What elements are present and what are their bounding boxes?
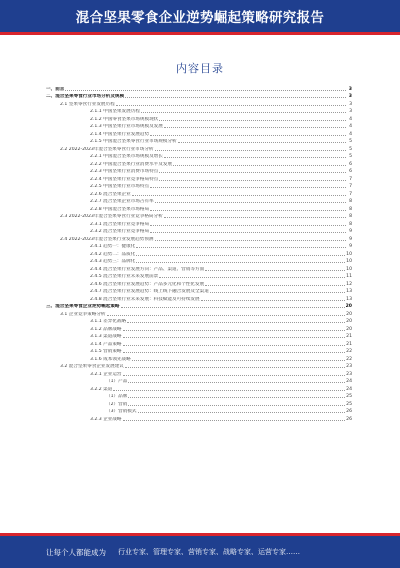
toc-leader-dots <box>150 135 346 136</box>
toc-entry-page: 24 <box>346 386 352 392</box>
toc-entry-page: 24 <box>346 379 352 384</box>
toc-entry-label: 2.4.8 混合坚果行业未来发展：科技赋能及可持续发展 <box>90 296 200 302</box>
toc-entry[interactable] <box>46 369 352 377</box>
toc-leader-dots <box>155 202 346 203</box>
toc-entry[interactable] <box>46 264 352 272</box>
toc-entry-page: 8 <box>349 221 352 227</box>
toc-entry-page: 10 <box>346 259 352 264</box>
toc-leader-dots <box>150 232 346 233</box>
toc-entry-page: 3 <box>348 86 352 92</box>
toc-entry-label: （1）产品 <box>106 379 128 384</box>
toc-leader-dots <box>128 397 345 398</box>
toc-entry[interactable] <box>46 197 352 205</box>
footer-slogan: 让每个人都能成为 <box>46 547 106 557</box>
toc-leader-dots <box>164 157 346 158</box>
toc-entry-page: 4 <box>349 116 352 122</box>
toc-entry-page: 22 <box>346 349 352 354</box>
toc-entry[interactable] <box>46 399 352 407</box>
footer-audience: 行业专家、管理专家、营销专家、战略专家、运营专家…… <box>118 548 300 556</box>
toc-entry[interactable] <box>46 84 352 92</box>
toc-entry[interactable] <box>46 122 352 130</box>
toc-entry-label: 3.1.3 渠道战略 <box>90 334 122 339</box>
toc-entry-page: 22 <box>346 356 352 362</box>
toc-entry-page: 25 <box>346 401 352 407</box>
toc-entry-label: 2.2.3 中国坚果行业消费市场特点 <box>90 169 159 174</box>
toc-entry-page: 6 <box>349 169 352 174</box>
toc-entry-label: 一、前言 <box>46 86 65 92</box>
toc-leader-dots <box>159 120 346 121</box>
toc-entry-page: 8 <box>349 199 352 204</box>
toc-entry-page: 3 <box>349 109 352 114</box>
toc-entry-label: 三、混合坚果零食企业逆势崛起策略 <box>46 304 120 309</box>
toc-entry-page: 26 <box>346 409 352 414</box>
toc-entry[interactable] <box>46 354 352 362</box>
toc-entry-label: 2.1.2 中国零食坚果市场规模现状 <box>90 116 159 122</box>
toc-entry-page: 4 <box>349 124 352 129</box>
toc-entry-page: 3 <box>349 101 352 107</box>
toc-entry[interactable] <box>46 272 352 280</box>
toc-leader-dots <box>150 187 346 188</box>
toc-entry-page: 21 <box>346 334 352 339</box>
toc-entry-page: 9 <box>349 244 352 249</box>
toc-entry[interactable] <box>46 167 352 175</box>
toc-entry-page: 9 <box>349 229 352 234</box>
toc-entry-page: 23 <box>346 371 352 377</box>
toc-entry-page: 25 <box>346 394 352 399</box>
toc-entry[interactable] <box>46 227 352 235</box>
toc-leader-dots <box>164 217 346 218</box>
toc-entry-label: 2.4.4 混合坚果行业发展方向：产品、渠道、营销等方面 <box>90 266 205 272</box>
toc-leader-dots <box>150 210 346 211</box>
toc-leader-dots <box>155 150 346 151</box>
toc-leader-dots <box>138 412 346 413</box>
toc-entry[interactable] <box>46 174 352 182</box>
toc-entry-page: 12 <box>346 281 352 287</box>
toc-entry-label: 2.2.5 中国坚果行业市场特点 <box>90 184 150 189</box>
toc-entry-label: 2.1.5 中国混合坚果零食行业市场规模分析 <box>90 139 177 144</box>
toc-entry-label: 3.2.2 渠道 <box>90 386 113 392</box>
toc-leader-dots <box>121 307 345 308</box>
toc-entry-page: 7 <box>349 191 352 197</box>
toc-entry[interactable] <box>46 302 352 310</box>
toc-entry-label: 3.2 混合坚果零食企业发展建议 <box>60 364 124 369</box>
toc-entry[interactable] <box>46 377 352 385</box>
toc-entry-page: 6 <box>349 161 352 167</box>
toc-entry[interactable] <box>46 144 352 152</box>
toc-entry-label: 3.1.4 产品策略 <box>90 341 122 347</box>
toc-entry[interactable] <box>46 242 352 250</box>
toc-entry-label: 2.3 2022-2023年混合坚果零食行业竞争格局分析 <box>60 214 163 219</box>
toc-entry-label: （2）营销 <box>106 401 128 407</box>
toc-entry-page: 26 <box>346 416 352 422</box>
toc-entry[interactable] <box>46 204 352 212</box>
toc-entry-label: 2.4.1 趋势一：健康化 <box>90 244 136 249</box>
toc-entry[interactable] <box>46 324 352 332</box>
toc-entry-page: 20 <box>345 304 352 309</box>
toc-entry-page: 8 <box>349 214 352 219</box>
toc-entry[interactable] <box>46 234 352 242</box>
toc-entry[interactable] <box>46 317 352 325</box>
toc-entry-page: 5 <box>349 146 352 152</box>
toc-entry-label: 2.3.2 混合坚果行业竞争格局 <box>90 229 150 234</box>
toc-leader-dots <box>123 337 346 338</box>
toc-leader-dots <box>123 420 346 421</box>
toc-entry-label: 二、混合坚果零食行业市场分析及规模 <box>46 94 125 99</box>
toc-entry-label: 2.1.4 中国坚果行业发展趋势 <box>90 131 150 137</box>
toc-entry-label: 2.1 坚果零食行业发展历程 <box>60 101 115 107</box>
toc-leader-dots <box>128 405 345 406</box>
toc-entry[interactable] <box>46 114 352 122</box>
toc-leader-dots <box>155 240 346 241</box>
toc-entry[interactable] <box>46 129 352 137</box>
toc-entry[interactable] <box>46 407 352 415</box>
toc-entry-label: 2.2.6 混合坚果企业 <box>90 191 131 197</box>
toc-entry-label: 3.1.1 差异化战略 <box>90 319 127 324</box>
toc-leader-dots <box>132 195 346 196</box>
toc-entry[interactable] <box>46 219 352 227</box>
toc-leader-dots <box>164 127 346 128</box>
toc-leader-dots <box>159 172 346 173</box>
toc-leader-dots <box>125 97 346 98</box>
toc-entry-label: 2.4.3 趋势三：品牌化 <box>90 259 136 264</box>
toc-entry-page: 5 <box>349 139 352 144</box>
toc-entry-label: 2.2 2022-2023年混合坚果零食行业市场分析 <box>60 146 154 152</box>
toc-entry-label: 3.2.1 企业运营 <box>90 371 122 377</box>
toc-entry[interactable] <box>46 189 352 197</box>
toc-entry-page: 10 <box>346 266 352 272</box>
toc-entry[interactable] <box>46 362 352 370</box>
toc-leader-dots <box>136 247 346 248</box>
toc-entry-label: 3.1 企业竞争策略分析 <box>60 311 106 317</box>
toc-entry-page: 9 <box>349 236 352 242</box>
toc-leader-dots <box>65 90 346 91</box>
toc-entry[interactable] <box>46 347 352 355</box>
toc-entry[interactable] <box>46 309 352 317</box>
toc-entry-label: 3.1.6 成本领先战略 <box>90 356 131 362</box>
toc-entry-label: （3）营销模式 <box>106 409 137 414</box>
toc-entry-label: 2.2.2 中国混合坚果行业消费水平及发展 <box>90 161 173 167</box>
toc-leader-dots <box>127 322 345 323</box>
toc-leader-dots <box>123 330 346 331</box>
report-title: 混合坚果零食企业逆势崛起策略研究报告 <box>75 10 325 26</box>
toc-entry-page: 3 <box>348 94 352 99</box>
toc-entry-page: 13 <box>346 296 352 302</box>
toc-entry-label: 2.1.1 中国坚果发展历程 <box>90 109 140 114</box>
toc-entry[interactable] <box>46 182 352 190</box>
toc-entry-page: 7 <box>349 184 352 189</box>
toc-entry-page: 8 <box>349 206 352 212</box>
toc-leader-dots <box>150 225 346 226</box>
toc-entry-label: 2.3.1 混合坚果行业竞争格局 <box>90 221 150 227</box>
toc-entry-page: 11 <box>346 274 352 279</box>
toc-entry-page: 4 <box>349 131 352 137</box>
toc-leader-dots <box>201 300 346 301</box>
toc-entry[interactable] <box>46 159 352 167</box>
toc-entry-page: 13 <box>346 289 352 294</box>
toc-leader-dots <box>123 352 346 353</box>
toc-entry-page: 21 <box>346 341 352 347</box>
toc-entry[interactable] <box>46 92 352 100</box>
toc-entry[interactable] <box>46 294 352 302</box>
toc-entry[interactable] <box>46 137 352 145</box>
toc-entry-page: 20 <box>346 319 352 324</box>
toc-entry-label: 2.1.3 中国坚果行业市场规模及发展 <box>90 124 163 129</box>
toc-leader-dots <box>116 105 346 106</box>
toc-entry-label: 2.4 2022-2023年混合坚果行业发展趋势预测 <box>60 236 154 242</box>
toc-leader-dots <box>136 255 345 256</box>
toc-leader-dots <box>132 360 345 361</box>
table-of-contents <box>46 84 352 422</box>
toc-entry[interactable] <box>46 279 352 287</box>
toc-leader-dots <box>136 262 345 263</box>
toc-entry[interactable] <box>46 414 352 422</box>
toc-leader-dots <box>210 292 345 293</box>
toc-leader-dots <box>141 112 346 113</box>
report-footer <box>0 533 400 568</box>
toc-heading: 内容目录 <box>176 62 224 75</box>
toc-entry[interactable] <box>46 332 352 340</box>
toc-leader-dots <box>159 277 345 278</box>
toc-entry-page: 23 <box>346 364 352 369</box>
toc-leader-dots <box>107 315 346 316</box>
toc-leader-dots <box>178 142 346 143</box>
toc-entry-label: 2.2.8 中国混合坚果市场格局 <box>90 206 150 212</box>
toc-entry-label: 2.2.4 中国坚果行业竞争格局特点 <box>90 176 159 182</box>
toc-entry[interactable] <box>46 384 352 392</box>
toc-entry-page: 20 <box>346 311 352 317</box>
toc-entry[interactable] <box>46 257 352 265</box>
toc-entry-page: 20 <box>346 326 352 332</box>
toc-leader-dots <box>205 285 345 286</box>
toc-entry[interactable] <box>46 99 352 107</box>
toc-entry-label: 2.4.5 混合坚果行业未来发展前景 <box>90 274 159 279</box>
toc-entry-label: 2.4.7 混合坚果行业发展趋势：线上线下融合发展及全渠道 <box>90 289 209 294</box>
toc-entry[interactable] <box>46 212 352 220</box>
toc-leader-dots <box>125 367 345 368</box>
toc-entry[interactable] <box>46 339 352 347</box>
toc-entry-label: 3.2.3 企业战略 <box>90 416 122 422</box>
toc-entry-label: 2.4.6 混合坚果行业发展趋势：产品多元化和个性化发展 <box>90 281 205 287</box>
toc-leader-dots <box>159 180 346 181</box>
toc-entry[interactable] <box>46 287 352 295</box>
toc-leader-dots <box>205 270 345 271</box>
toc-leader-dots <box>113 390 345 391</box>
toc-entry-label: 3.1.5 营销策略 <box>90 349 122 354</box>
toc-entry[interactable] <box>46 152 352 160</box>
toc-entry-page: 5 <box>349 154 352 159</box>
toc-leader-dots <box>128 382 345 383</box>
toc-entry[interactable] <box>46 392 352 400</box>
toc-entry-page: 7 <box>349 176 352 182</box>
toc-entry[interactable] <box>46 249 352 257</box>
toc-entry[interactable] <box>46 107 352 115</box>
toc-entry-label: 2.4.2 趋势二：品质化 <box>90 251 136 257</box>
toc-entry-label: 2.2.7 混合坚果企业市场占有率 <box>90 199 154 204</box>
toc-leader-dots <box>123 345 346 346</box>
toc-entry-label: 3.1.2 品牌战略 <box>90 326 122 332</box>
toc-entry-page: 10 <box>346 251 352 257</box>
toc-leader-dots <box>123 375 346 376</box>
toc-leader-dots <box>173 165 346 166</box>
toc-entry-label: （1）品牌 <box>106 394 128 399</box>
toc-entry-label: 2.2.1 中国混合坚果市场规模及增长 <box>90 154 163 159</box>
report-header <box>0 0 400 35</box>
